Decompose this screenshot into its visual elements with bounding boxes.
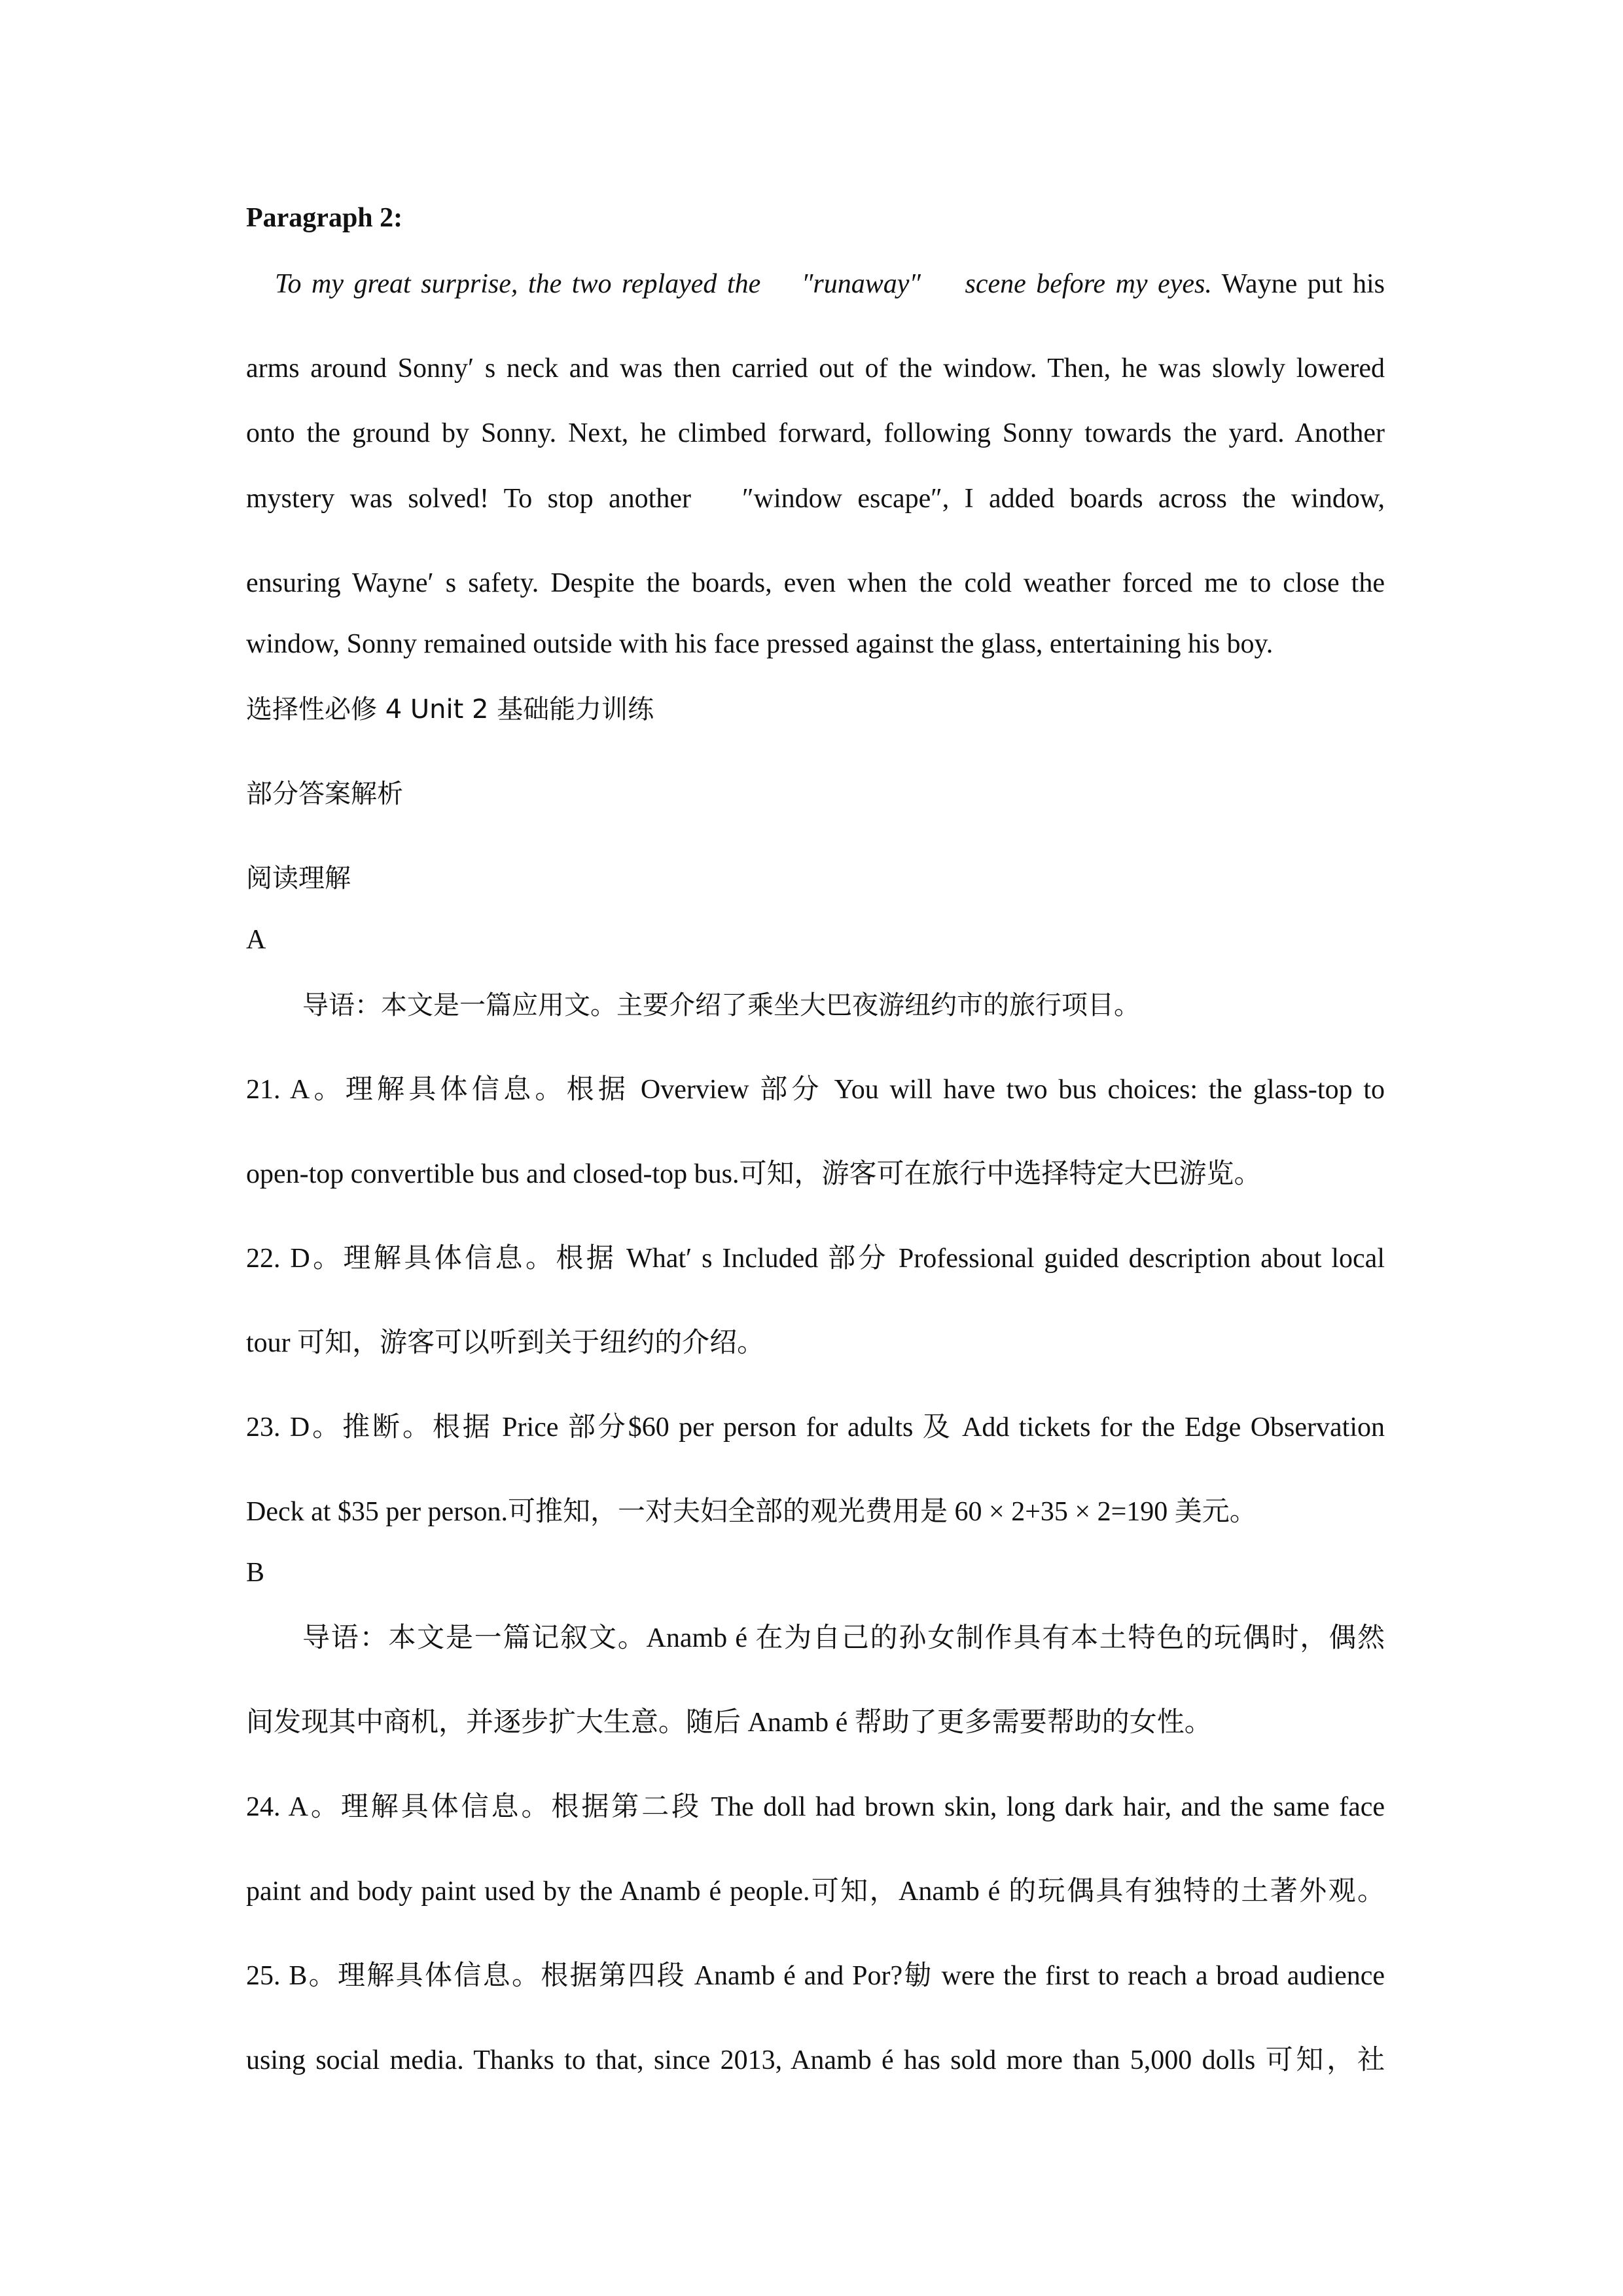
q23-line-2: Deck at $35 per person.可推知，一对夫妇全部的观光费用是 60 × 2+35 × 2=190 美元。 <box>246 1497 1257 1527</box>
q21-line-2: open-top convertible bus and closed-top bus.可知，游客可在旅行中选择特定大巴游览。 <box>246 1159 1262 1189</box>
part-a-label: A <box>246 925 266 955</box>
q21-line-1: 21. A。理解具体信息。根据 Overview 部分 You will have two bus choices: the glass-top to <box>246 1075 1385 1105</box>
paragraph-line-1 <box>275 267 1385 301</box>
paragraph-line-5: ensuring Wayne′ s safety. Despite the boards, even when the cold weather forced me to close the <box>246 568 1385 598</box>
paragraph-line-1-rest: Wayne put his <box>1211 269 1385 299</box>
paragraph-line-6: window, Sonny remained outside with his face pressed against the glass, entertaining his boy. <box>246 629 1274 659</box>
part-b-intro-line-2: 间发现其中商机，并逐步扩大生意。随后 Anamb é 帮助了更多需要帮助的女性。 <box>246 1708 1212 1738</box>
q23-line-1: 23. D。推断。根据 Price 部分$60 per person for adults 及 Add tickets for the Edge Observation <box>246 1412 1385 1443</box>
paragraph-line-3: onto the ground by Sonny. Next, he climbed forward, following Sonny towards the yard. Another <box>246 418 1385 448</box>
q24-line-1: 24. A。理解具体信息。根据第二段 The doll had brown skin, long dark hair, and the same face <box>246 1792 1385 1822</box>
q22-line-1: 22. D。理解具体信息。根据 What′ s Included 部分 Professional guided description about local <box>246 1244 1385 1274</box>
section-title: 选择性必修 4 Unit 2 基础能力训练 <box>246 694 654 725</box>
part-a-intro: 导语：本文是一篇应用文。主要介绍了乘坐大巴夜游纽约市的旅行项目。 <box>302 990 1140 1020</box>
paragraph-line-4: mystery was solved! To stop another ″window escape″, I added boards across the window, <box>246 484 1385 514</box>
italic-opening-sentence: To my great surprise, the two replayed the ″runaway″ scene before my eyes. <box>275 269 1212 299</box>
section-subtitle: 部分答案解析 <box>246 779 403 809</box>
q25-line-2: using social media. Thanks to that, since 2013, Anamb é has sold more than 5,000 dolls 可知，社 <box>246 2045 1385 2075</box>
part-b-intro-line-1: 导语：本文是一篇记叙文。Anamb é 在为自己的孙女制作具有本土特色的玩偶时，偶然 <box>302 1623 1385 1653</box>
paragraph-heading: Paragraph 2: <box>246 203 403 233</box>
q24-line-2: paint and body paint used by the Anamb é people.可知，Anamb é 的玩偶具有独特的土著外观。 <box>246 1876 1385 1907</box>
q22-line-2: tour 可知，游客可以听到关于纽约的介绍。 <box>246 1328 765 1358</box>
paragraph-line-2: arms around Sonny′ s neck and was then carried out of the window. Then, he was slowly lowered <box>246 353 1385 384</box>
part-b-label: B <box>246 1558 265 1588</box>
section-category: 阅读理解 <box>246 863 351 893</box>
q25-line-1: 25. B。理解具体信息。根据第四段 Anamb é and Por?勄 were the first to reach a broad audience <box>246 1961 1385 1991</box>
